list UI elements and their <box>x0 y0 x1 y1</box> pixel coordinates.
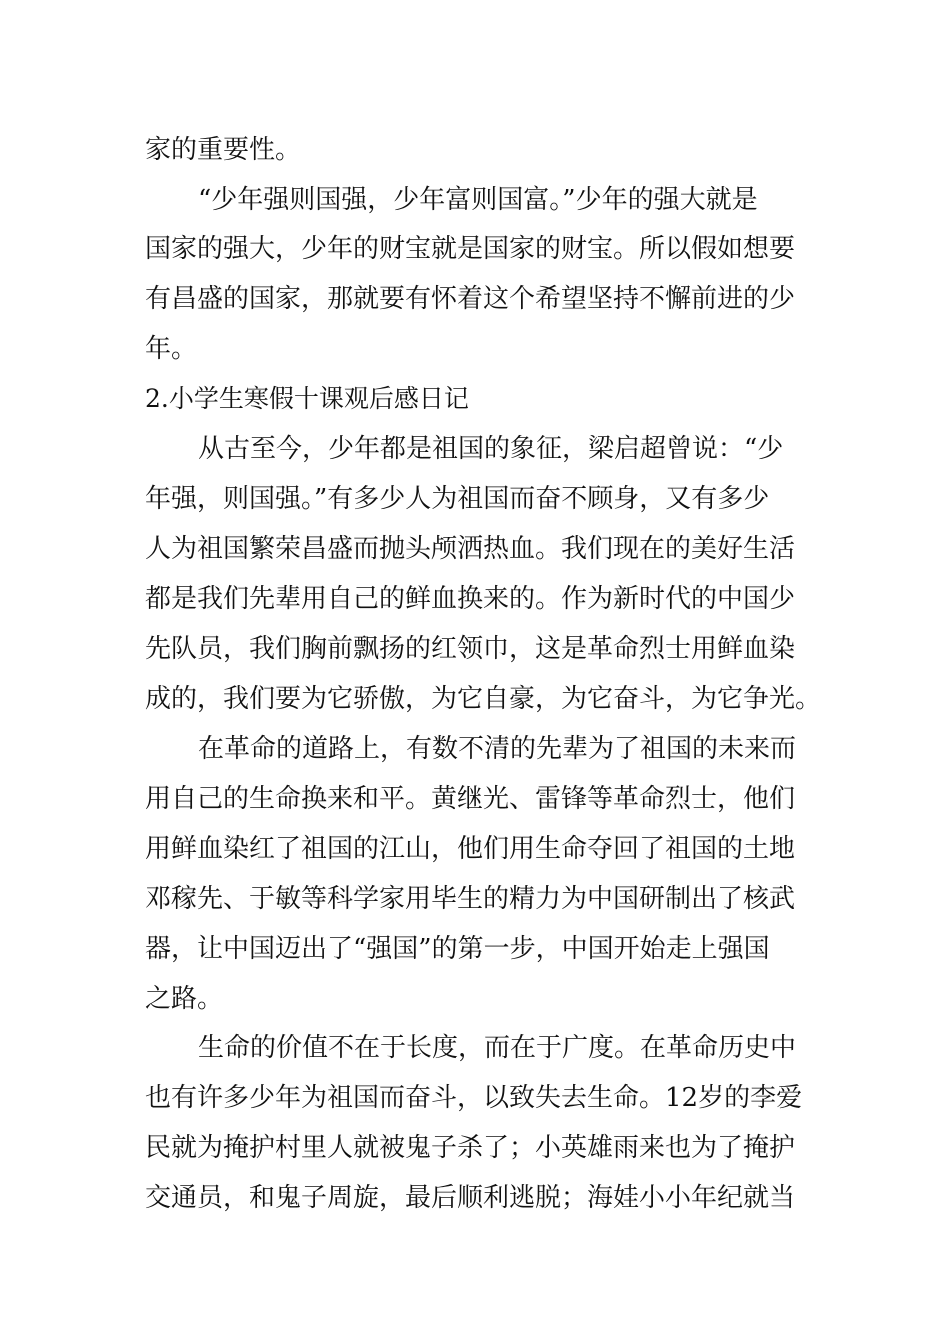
paragraph-first-line: “少年强则国强，少年富则国富。”少年的强大就是 <box>198 185 758 215</box>
text-line: 用鲜血染红了祖国的江山，他们用生命夺回了祖国的土地 <box>145 834 796 864</box>
text-line: 有昌盛的国家，那就要有怀着这个希望坚持不懈前进的少 <box>145 284 796 314</box>
text-line: 年强，则国强。”有多少人为祖国而奋不顾身，又有多少 <box>145 484 770 514</box>
text-line: 交通员，和鬼子周旋，最后顺利逃脱；海娃小小年纪就当 <box>145 1183 796 1213</box>
paragraph-first-line: 从古至今，少年都是祖国的象征，梁启超曾说：“少 <box>198 434 784 464</box>
text-line: 先队员，我们胸前飘扬的红领巾，这是革命烈士用鲜血染 <box>145 634 796 664</box>
text-line: 器，让中国迈出了“强国”的第一步，中国开始走上强国 <box>145 934 770 964</box>
text-line: 家的重要性。 <box>145 135 302 165</box>
text-line: 成的，我们要为它骄傲，为它自豪，为它奋斗，为它争光。 <box>145 684 822 714</box>
paragraph-first-line: 在革命的道路上，有数不清的先辈为了祖国的未来而 <box>198 734 797 764</box>
text-line: 用自己的生命换来和平。黄继光、雷锋等革命烈士，他们 <box>145 784 796 814</box>
text-line: 也有许多少年为祖国而奋斗，以致失去生命。12岁的李爱 <box>145 1083 803 1113</box>
text-line: 人为祖国繁荣昌盛而抛头颅洒热血。我们现在的美好生活 <box>145 534 796 564</box>
text-line: 民就为掩护村里人就被鬼子杀了；小英雄雨来也为了掩护 <box>145 1133 796 1163</box>
text-line: 邓稼先、于敏等科学家用毕生的精力为中国研制出了核武 <box>145 884 796 914</box>
paragraph-first-line: 生命的价值不在于长度，而在于广度。在革命历史中 <box>198 1033 797 1063</box>
text-line: 之路。 <box>145 984 224 1014</box>
section-heading: 2.小学生寒假十课观后感日记 <box>145 384 469 413</box>
text-line: 都是我们先辈用自己的鲜血换来的。作为新时代的中国少 <box>145 584 796 614</box>
text-line: 国家的强大，少年的财宝就是国家的财宝。所以假如想要 <box>145 234 796 264</box>
text-line: 年。 <box>145 334 198 364</box>
